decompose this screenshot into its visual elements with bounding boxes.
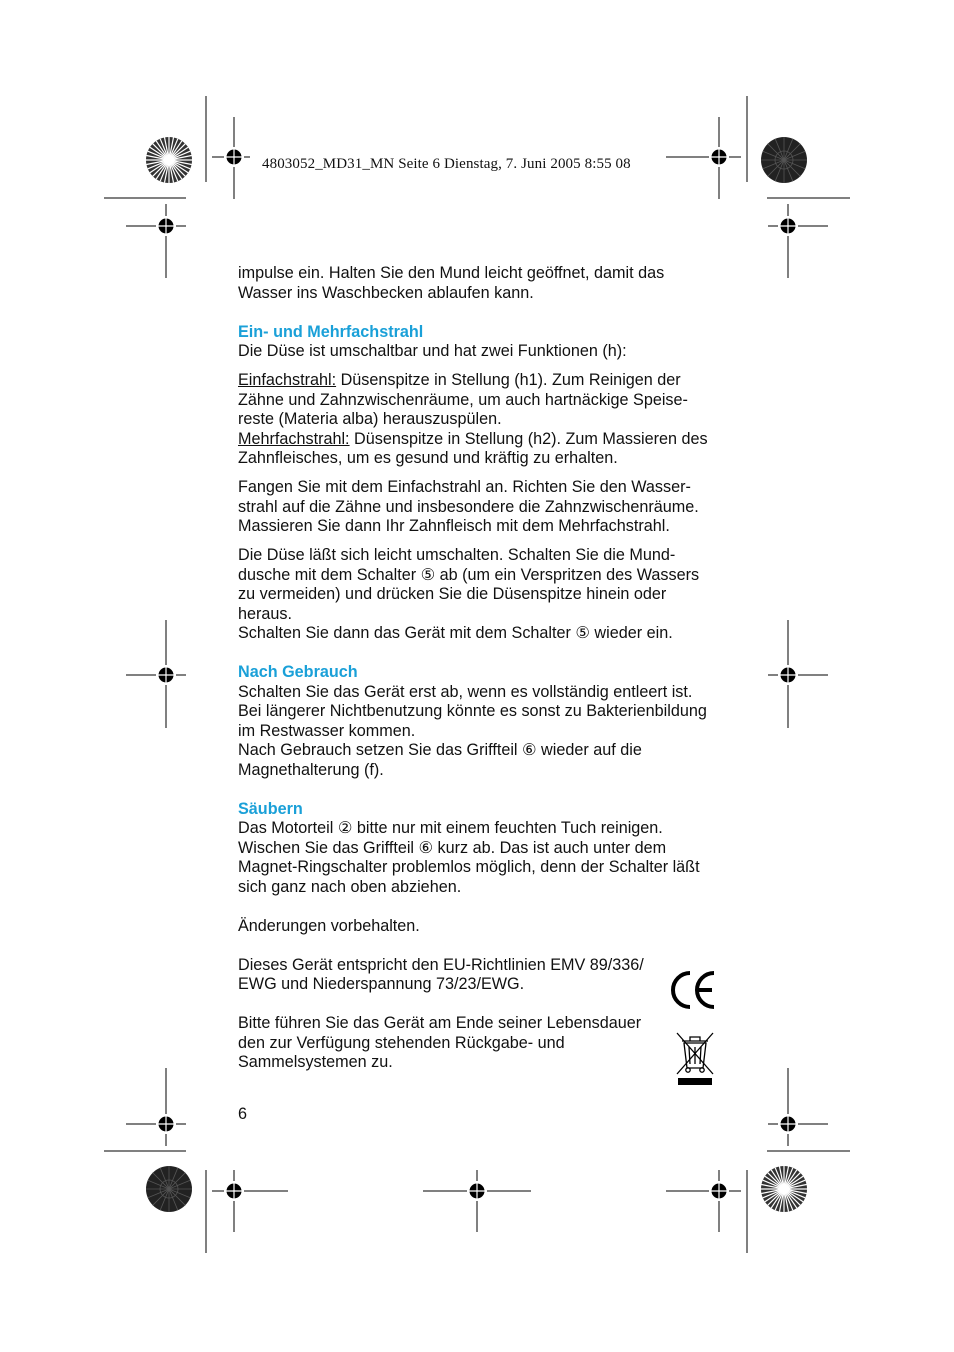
multi-jet-label: Mehrfachstrahl: — [238, 429, 350, 448]
registration-mark-icon — [708, 1180, 730, 1202]
switch-on-paragraph: Schalten Sie dann das Gerät mit dem Schalter ⑤ wieder ein. — [238, 624, 673, 642]
page-number: 6 — [238, 1105, 248, 1123]
intro-paragraph: impulse ein. Halten Sie den Mund leicht geöffnet, damit das Wasser ins Waschbecken ablaufen kann. — [238, 264, 665, 302]
start-paragraph: Fangen Sie mit dem Einfachstrahl an. Richten Sie den Wasserstrahl auf die Zähne und insbesondere die Zahnzwischenräume. Massieren Sie dann Ihr Zahnfleisch mit dem Mehrfachstrahl. — [238, 478, 699, 535]
starburst-target-icon — [146, 137, 192, 183]
registration-mark-icon — [155, 664, 177, 686]
ce-mark-icon — [671, 969, 717, 1011]
ce-compliance-text: Dieses Gerät entspricht den EU-Richtlinien EMV 89/336/ EWG und Niederspannung 73/23/EWG. — [238, 955, 644, 993]
registration-mark-icon — [777, 215, 799, 237]
registration-mark-icon — [466, 1180, 488, 1202]
multi-jet-text: Düsenspitze in Stellung (h2). Zum Massieren des Zahnfleisches, um es gesund und kräftig zu erhalten. — [238, 429, 708, 467]
disposal-text: Bitte führen Sie das Gerät am Ende seiner Lebensdauer den zur Verfügung stehenden Rückgabe- und Sammelsystemen zu. — [238, 1014, 642, 1071]
single-jet-text: Düsenspitze in Stellung (h1). Zum Reinigen der Zähne und Zahnzwischenräume, um auch hartnäckige Speisereste (Materia alba) herauszuspülen. — [238, 371, 688, 428]
single-jet-label: Einfachstrahl: — [238, 371, 337, 389]
registration-mark-icon — [777, 1113, 799, 1135]
weee-crossed-bin-icon — [674, 1030, 716, 1088]
registration-mark-icon — [777, 664, 799, 686]
registration-mark-icon — [155, 1113, 177, 1135]
after-use-paragraph: Schalten Sie das Gerät erst ab, wenn es vollständig entleert ist. Bei längerer Nichtbenutzung könnte es sonst zu Bakterienbildung im Restwasser kommen. — [238, 682, 707, 740]
single-jet-paragraph — [238, 371, 718, 430]
section-heading-cleaning: Säubern — [238, 799, 303, 818]
section-heading-jet: Ein- und Mehrfachstrahl — [238, 322, 424, 341]
registration-mark-icon — [155, 215, 177, 237]
registration-mark-icon — [223, 1180, 245, 1202]
starburst-target-icon — [761, 1166, 807, 1212]
cleaning-paragraph: Das Motorteil ② bitte nur mit einem feuchten Tuch reinigen. Wischen Sie das Griffteil ⑥ kurz ab. Das ist auch unter dem Magnet-Ringschalter problemlos möglich, denn der Schalter läßt sich ganz nach oben abziehen. — [238, 819, 700, 896]
print-header: 4803052_MD31_MN Seite 6 Dienstag, 7. Juni 2005 8:55 08 — [262, 156, 631, 172]
page-content — [238, 264, 718, 1073]
starburst-target-icon — [146, 1166, 192, 1212]
changes-note: Änderungen vorbehalten. — [238, 916, 420, 935]
registration-mark-icon — [708, 146, 730, 168]
registration-mark-icon — [223, 146, 245, 168]
starburst-target-icon — [761, 137, 807, 183]
multi-jet-paragraph — [238, 430, 718, 469]
section-heading-after-use: Nach Gebrauch — [238, 663, 358, 681]
jet-lead: Die Düse ist umschaltbar und hat zwei Funktionen (h): — [238, 342, 627, 360]
after-use-paragraph-2: Nach Gebrauch setzen Sie das Griffteil ⑥ wieder auf die Magnethalterung (f). — [238, 741, 642, 779]
switch-paragraph: Die Düse läßt sich leicht umschalten. Schalten Sie die Munddusche mit dem Schalter ⑤ ab (um ein Verspritzen des Wassers zu vermeiden) und drücken Sie die Düsenspitze hinein oder heraus. — [238, 546, 700, 623]
